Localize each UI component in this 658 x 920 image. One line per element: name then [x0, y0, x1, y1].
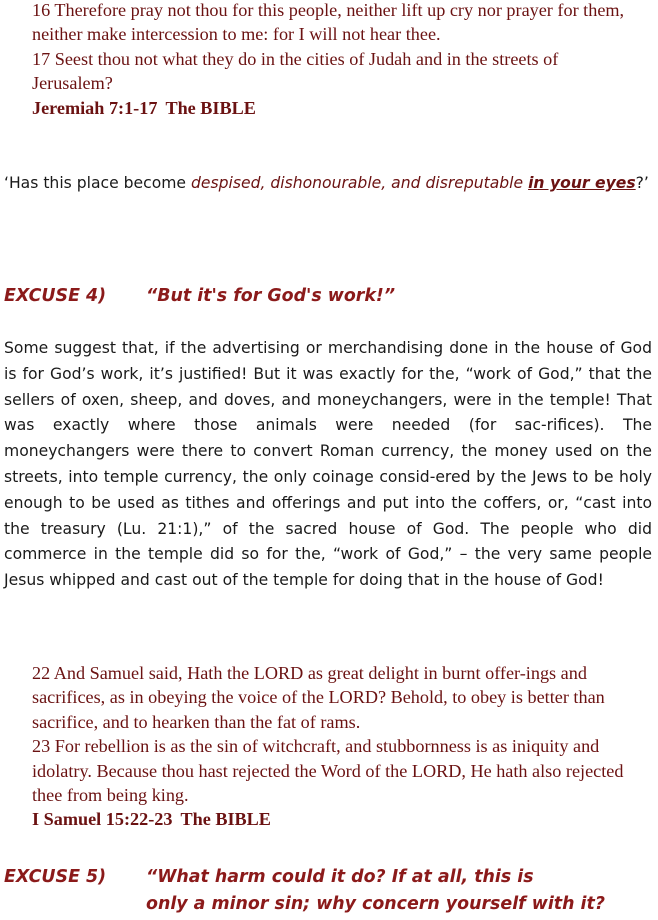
reference-text: I Samuel 15:22-23: [32, 809, 173, 830]
excuse-quote-line-2: only a minor sin; why concern yourself with it?: [146, 894, 605, 914]
body-paragraph: Some suggest that, if the advertising or merchandising done in the house of God is for God’s work, it’s justified! But it was exactly for the, “work of God,” that the sellers of oxen, sheep, and doves, and moneychangers, were in the temple! That was exactly where those animals were needed (for sac-rifices). The moneychangers were there to convert Roman currency, the money used on the streets, into temple currency, the only coinage consid-ered by the Jews to be holy enough to be used as tithes and offerings and put into the coffers, or, “cast into the treasury (Lu. 21:1),” of the sacred house of God. The people who did commerce in the temple did so for the, “work of God,” – the very same people Jesus whipped and cast out of the temple for doing that in the house of God!: [4, 339, 652, 590]
reference-source: The BIBLE: [165, 97, 256, 118]
verse-23: 23 For rebellion is as the sin of witchcraft, and stubbornness is as iniquity and idolatry. Because thou hast rejected the Word of the LORD, He hath also rejected thee from being king.: [32, 736, 624, 806]
scripture-reference: [32, 96, 628, 120]
question-underlined: in your eyes: [528, 174, 636, 192]
excuse-quote-line-1: “What harm could it do? If at all, this is: [146, 867, 534, 887]
scripture-quote-jeremiah: [32, 0, 628, 120]
excuse-number: EXCUSE 5): [4, 867, 107, 887]
reference-text: Jeremiah 7:1-17: [32, 97, 158, 118]
excuse-number: EXCUSE 4): [4, 286, 107, 306]
verse-16: 16 Therefore pray not thou for this people, neither lift up cry nor prayer for them, neither make intercession to me: for I will not hear thee.: [32, 0, 625, 45]
scripture-reference: [32, 807, 628, 831]
excuse-quote: “But it's for God's work!”: [146, 286, 396, 306]
scripture-quote-samuel: [32, 661, 628, 832]
reference-source: The BIBLE: [180, 809, 271, 830]
question-prefix: ‘Has this place become: [4, 174, 191, 192]
verse-22: 22 And Samuel said, Hath the LORD as great delight in burnt offer-ings and sacrifices, as in obeying the voice of the LORD? Behold, to obey is better than sacrifice, and to hearken than the fat of rams.: [32, 663, 605, 732]
excuse-4-heading: [4, 283, 395, 310]
verse-17: 17 Seest thou not what they do in the cities of Judah and in the streets of Jerusalem?: [32, 48, 559, 94]
question-italic: despised, dishonourable, and disreputable: [191, 174, 524, 192]
excuse-5-heading: [4, 864, 605, 918]
reflection-question: [4, 170, 652, 197]
question-suffix: ?’: [635, 174, 649, 192]
